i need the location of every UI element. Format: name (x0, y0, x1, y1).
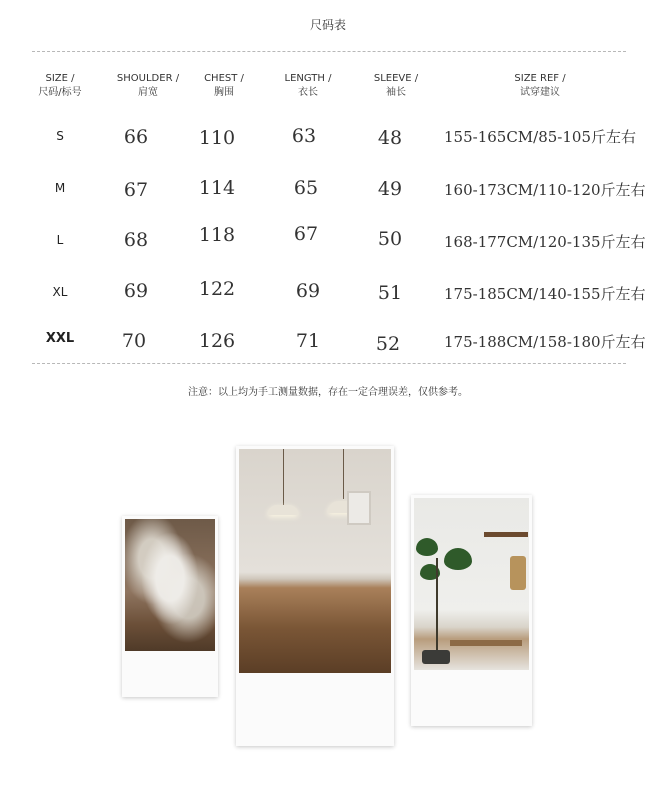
header-chest-zh: 胸围 (214, 87, 234, 98)
size-label: XL (52, 285, 68, 299)
shoulder-value: 66 (123, 126, 149, 148)
top-divider (32, 51, 626, 52)
shoulder-value: 69 (123, 280, 149, 302)
chest-value: 126 (198, 330, 236, 352)
header-size-zh: 尺码/标号 (38, 87, 82, 98)
header-size-ref-zh: 试穿建议 (520, 87, 560, 98)
sleeve-value: 50 (377, 228, 403, 250)
length-value: 67 (293, 223, 319, 245)
header-chest-en: CHEST / (204, 73, 244, 84)
hook-rail-icon (484, 532, 528, 537)
measurement-note: 注意：以上均为手工测量数据，存在一定合理误差，仅供参考。 (188, 387, 468, 398)
pendant-lamp-icon (268, 505, 298, 515)
leaf-icon (416, 538, 438, 556)
header-sleeve (362, 72, 430, 100)
length-value: 69 (295, 280, 321, 302)
photo-card-right (411, 495, 532, 726)
length-value: 71 (295, 330, 321, 352)
size-ref-value: 168-177CM/120-135斤左右 (444, 233, 646, 251)
length-value: 63 (291, 125, 317, 147)
size-ref-value: 155-165CM/85-105斤左右 (444, 128, 637, 146)
header-length (272, 72, 344, 100)
size-label: XXL (45, 331, 75, 346)
bottom-divider (32, 363, 626, 364)
size-ref-value: 175-188CM/158-180斤左右 (444, 333, 646, 351)
leaf-icon (444, 548, 472, 570)
dried-flowers-photo (125, 519, 215, 651)
chest-value: 122 (198, 278, 236, 300)
header-size-en: SIZE / (45, 73, 75, 84)
header-length-zh: 衣长 (298, 87, 318, 98)
size-ref-value: 175-185CM/140-155斤左右 (444, 285, 646, 303)
size-label: L (56, 233, 64, 247)
chest-value: 118 (198, 224, 236, 246)
dining-room-photo (239, 449, 391, 673)
photo-card-left (122, 516, 218, 697)
size-ref-value: 160-173CM/110-120斤左右 (444, 181, 646, 199)
sleeve-value: 49 (377, 178, 403, 200)
sleeve-value: 48 (377, 127, 403, 149)
chest-value: 110 (198, 127, 236, 149)
chest-value: 114 (198, 177, 236, 199)
size-label: M (54, 181, 66, 195)
header-shoulder-zh: 肩宽 (138, 87, 158, 98)
basket-icon (510, 556, 526, 590)
header-chest (190, 72, 258, 100)
page-title: 尺码表 (309, 18, 346, 32)
header-shoulder-en: SHOULDER / (116, 73, 180, 84)
plant-pot-icon (422, 650, 450, 664)
sleeve-value: 51 (377, 282, 403, 304)
shoulder-value: 67 (123, 179, 149, 201)
shoulder-value: 70 (121, 330, 147, 352)
side-table-icon (450, 640, 522, 646)
header-sleeve-zh: 袖长 (386, 87, 406, 98)
plant-wall-photo (414, 498, 529, 670)
header-size-ref (490, 72, 590, 100)
header-size (28, 72, 92, 100)
header-length-en: LENGTH / (284, 73, 332, 84)
length-value: 65 (293, 177, 319, 199)
header-size-ref-en: SIZE REF / (514, 73, 566, 84)
sleeve-value: 52 (375, 333, 401, 355)
photo-card-middle (236, 446, 394, 746)
shoulder-value: 68 (123, 229, 149, 251)
size-label: S (56, 129, 64, 143)
header-sleeve-en: SLEEVE / (373, 73, 419, 84)
wall-frame-icon (347, 491, 371, 525)
header-shoulder (108, 72, 188, 100)
